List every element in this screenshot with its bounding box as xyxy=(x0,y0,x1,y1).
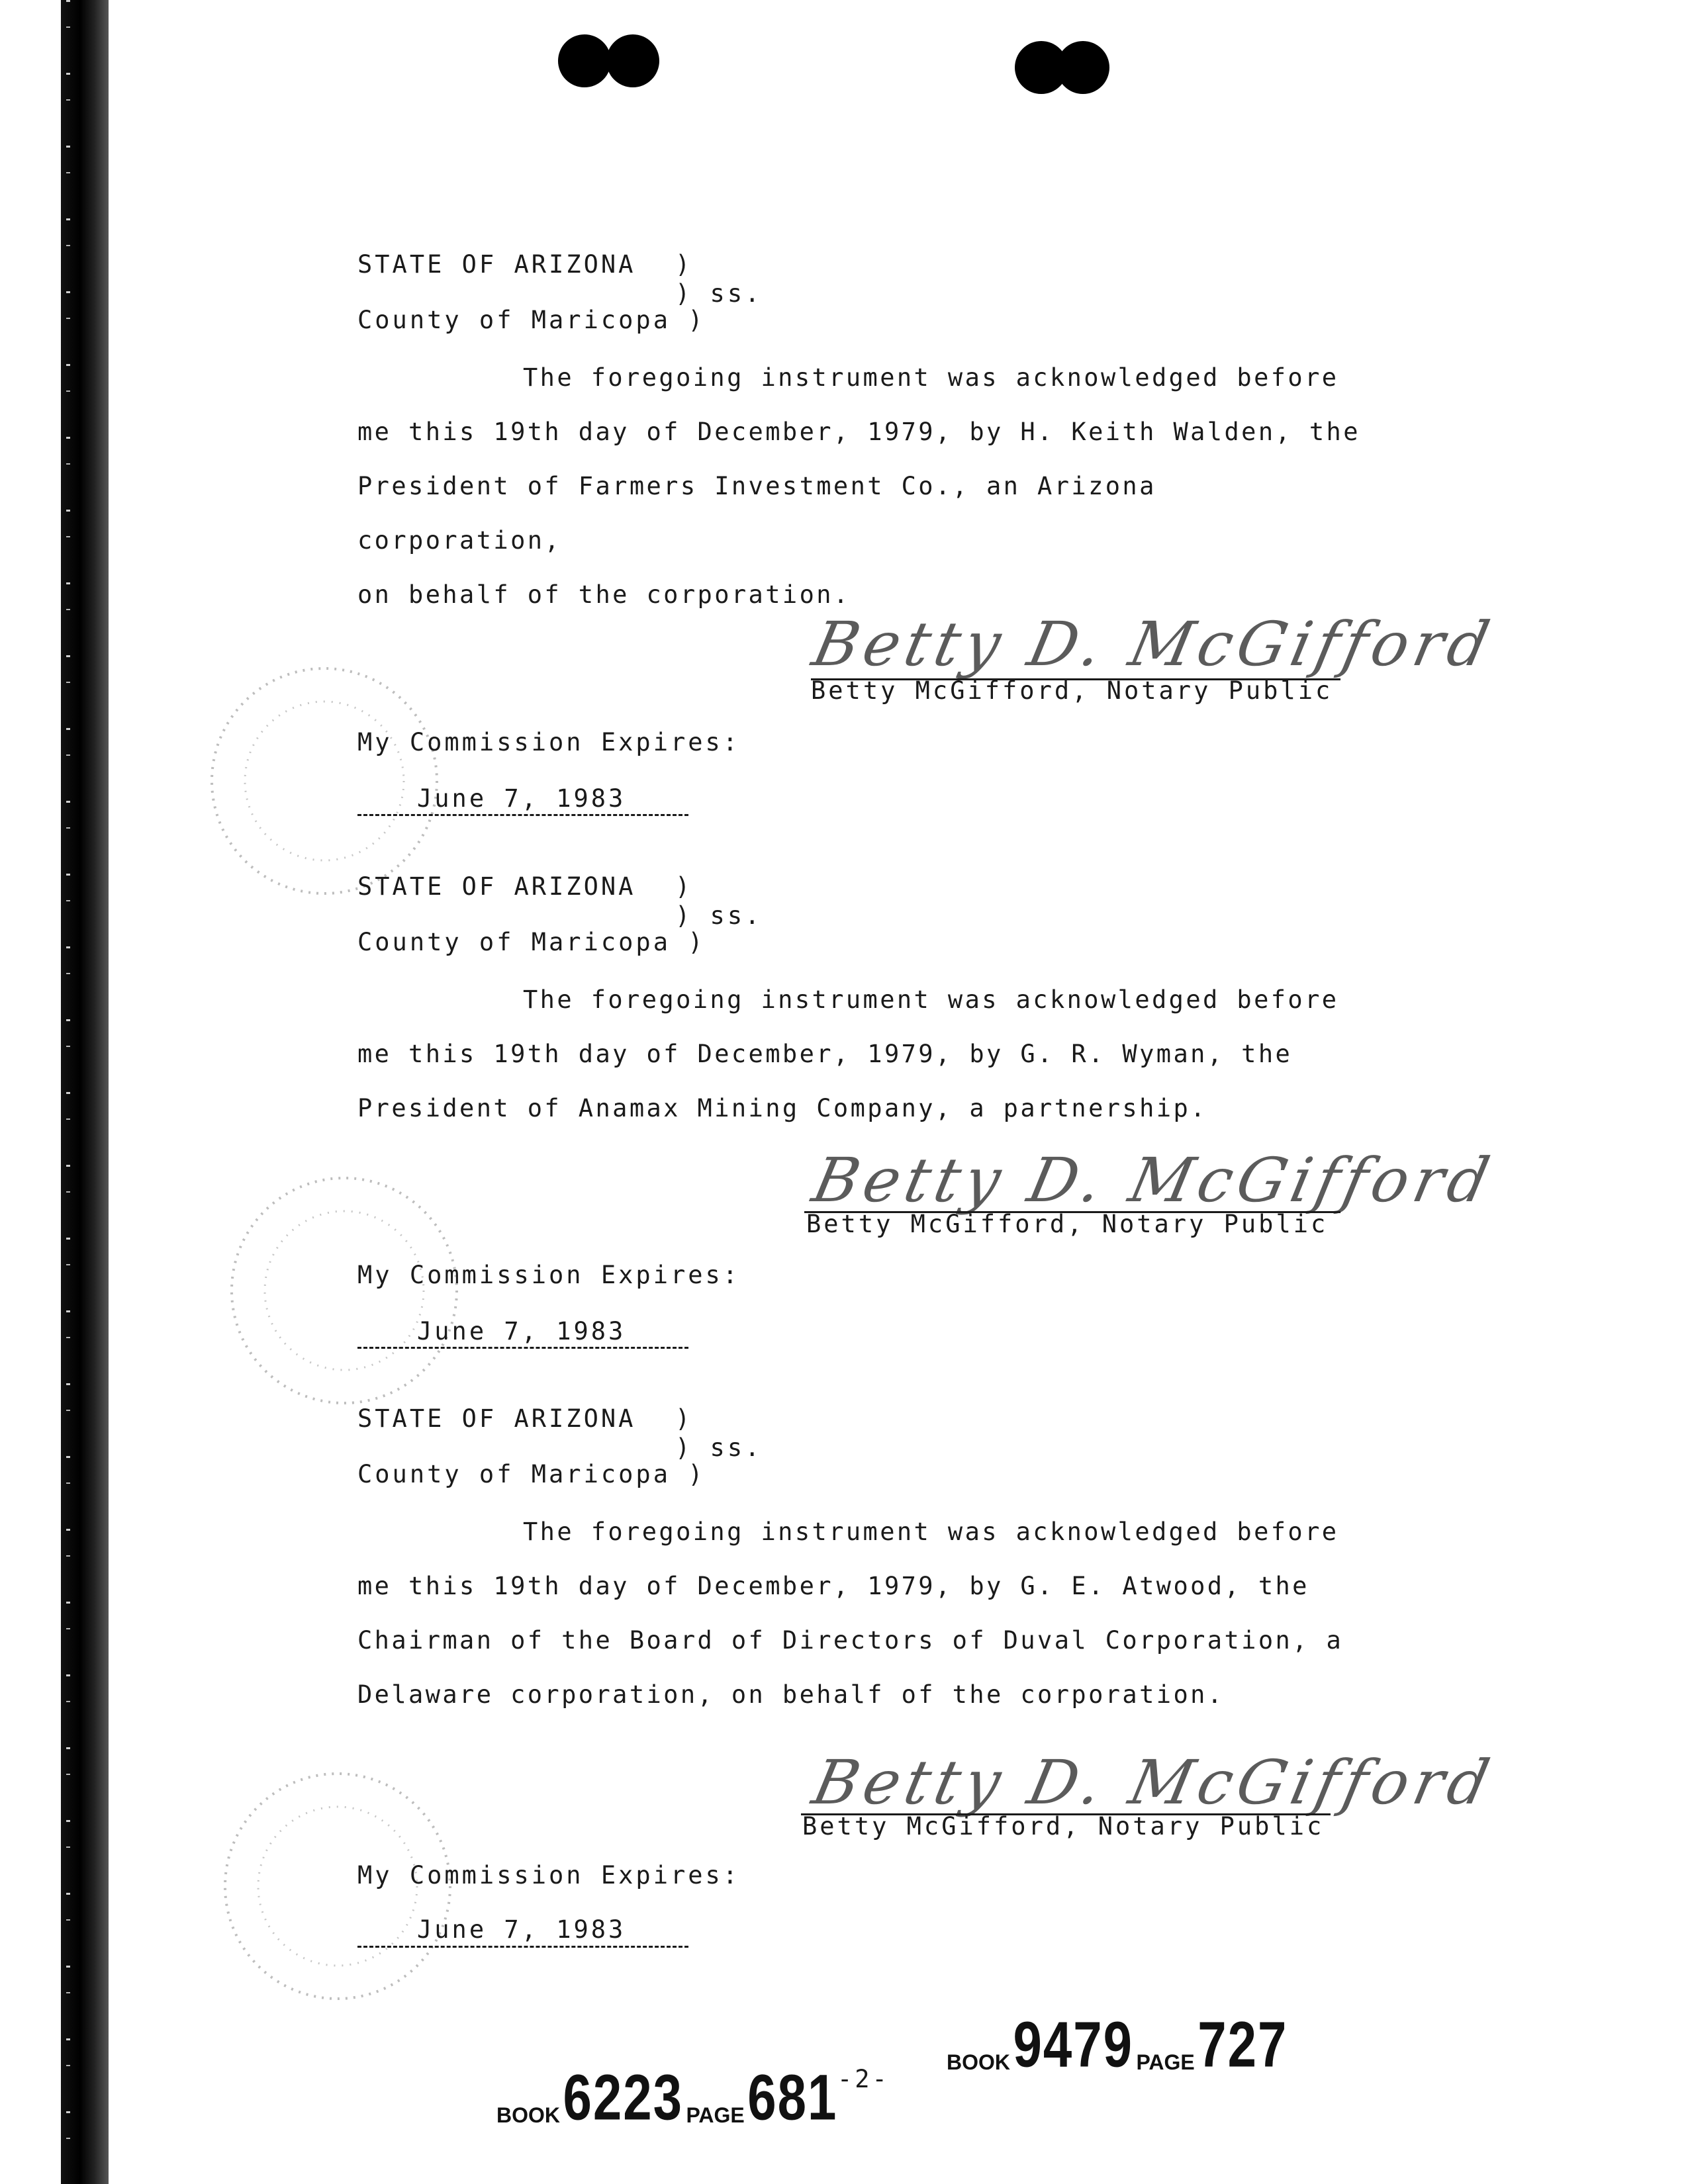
commission-date: June 7, 1983 xyxy=(417,1915,626,1944)
venue-bracket: ) xyxy=(675,250,693,279)
venue-state: STATE OF ARIZONA xyxy=(357,1404,636,1433)
stamp-book-number: 6223 xyxy=(563,2060,683,2134)
acknowledgment-text xyxy=(357,973,1377,1136)
commission-date: June 7, 1983 xyxy=(417,1317,626,1345)
handwritten-signature: Betty D. McGifford xyxy=(806,609,1501,680)
venue-county: County of Maricopa ) xyxy=(357,306,706,334)
ack-line-2: me this 19th day of December, 1979, by H. Keith Walden, the xyxy=(357,418,1360,446)
ack-line-3: President of Farmers Investment Co., an Arizona corporation, xyxy=(357,472,1156,555)
stamp-page-number: 727 xyxy=(1197,2007,1288,2081)
venue-ss: ) ss. xyxy=(675,279,763,308)
acknowledgment-text xyxy=(357,351,1377,622)
commission-date-line xyxy=(357,1946,688,1948)
venue-ss: ) ss. xyxy=(675,1433,763,1462)
ack-line-1: The foregoing instrument was acknowledged before xyxy=(523,1518,1339,1546)
stamp-book-label: BOOK xyxy=(496,2103,560,2127)
venue-state: STATE OF ARIZONA xyxy=(357,250,636,279)
commission-date-line xyxy=(357,1347,688,1349)
ack-line-3: Chairman of the Board of Directors of Duval Corporation, a xyxy=(357,1626,1344,1655)
ack-line-4: on behalf of the corporation. xyxy=(357,580,851,609)
stamp-page-label: PAGE xyxy=(686,2103,745,2127)
punch-hole xyxy=(606,34,659,87)
venue-bracket: ) xyxy=(675,1404,693,1433)
stamp-book-number: 9479 xyxy=(1013,2007,1133,2081)
handwritten-signature: Betty D. McGifford xyxy=(806,1145,1501,1216)
stamp-page-number: 681 xyxy=(747,2060,838,2134)
notary-name: Betty McGifford, Notary Public xyxy=(811,676,1333,705)
ack-line-2: me this 19th day of December, 1979, by G. E. Atwood, the xyxy=(357,1572,1309,1600)
punch-hole xyxy=(1056,41,1109,94)
ack-line-4: Delaware corporation, on behalf of the corporation. xyxy=(357,1680,1225,1709)
stamp-book-label: BOOK xyxy=(947,2050,1010,2074)
venue-county: County of Maricopa ) xyxy=(357,928,706,956)
acknowledgment-text xyxy=(357,1505,1377,1722)
commission-date-line xyxy=(357,814,688,816)
notary-name: Betty McGifford, Notary Public xyxy=(806,1210,1329,1238)
venue-bracket: ) xyxy=(675,872,693,901)
commission-date: June 7, 1983 xyxy=(417,784,626,813)
notary-seal-icon xyxy=(218,1165,470,1416)
ack-line-1: The foregoing instrument was acknowledged before xyxy=(523,363,1339,392)
binding-edge xyxy=(61,0,109,2184)
recording-stamp-left xyxy=(496,2060,838,2135)
commission-label: My Commission Expires: xyxy=(357,1861,741,1889)
ack-line-3: President of Anamax Mining Company, a partnership. xyxy=(357,1094,1207,1122)
ack-line-1: The foregoing instrument was acknowledged before xyxy=(523,985,1339,1014)
venue-county: County of Maricopa ) xyxy=(357,1460,706,1488)
venue-ss: ) ss. xyxy=(675,901,763,930)
ack-line-2: me this 19th day of December, 1979, by G. R. Wyman, the xyxy=(357,1040,1293,1068)
commission-label: My Commission Expires: xyxy=(357,1261,741,1289)
notary-name: Betty McGifford, Notary Public xyxy=(802,1812,1325,1841)
venue-state: STATE OF ARIZONA xyxy=(357,872,636,901)
stamp-page-label: PAGE xyxy=(1136,2050,1195,2074)
commission-label: My Commission Expires: xyxy=(357,728,741,756)
recording-stamp-right xyxy=(947,2007,1288,2082)
punch-hole xyxy=(558,34,611,87)
page-number: -2- xyxy=(837,2065,890,2093)
notary-seal-icon xyxy=(199,655,450,907)
handwritten-signature: Betty D. McGifford xyxy=(806,1747,1501,1818)
